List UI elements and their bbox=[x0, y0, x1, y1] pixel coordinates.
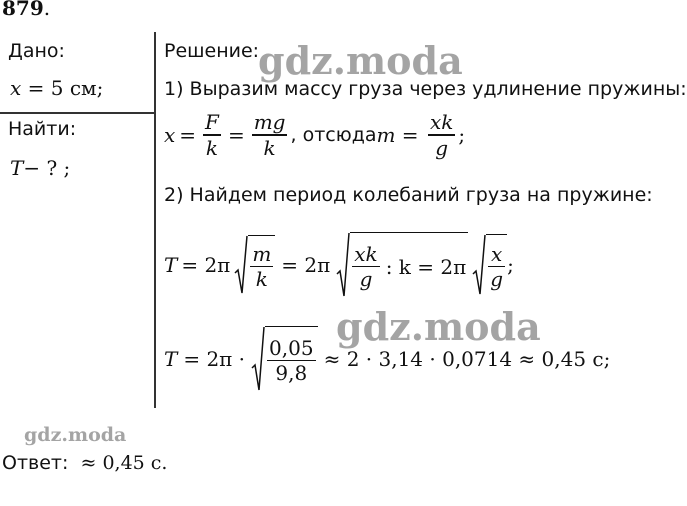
sqrt-x-over-g: $\frac{x}{g}$ bbox=[472, 234, 507, 296]
formula-period: T = 2π $\frac{m}{k}$ = 2π $\frac{xk}{g}$ : k = 2π $\frac{x}{g}$ ; bbox=[164, 232, 514, 298]
sqrt-xk-over-g-div-k: $\frac{xk}{g}$ : k = 2π bbox=[336, 232, 468, 298]
fraction-f-over-k: $\frac{F}{k}$ bbox=[205, 110, 219, 160]
answer bbox=[2, 452, 167, 474]
find-label: Найти: bbox=[8, 118, 77, 140]
fraction-mg-over-k: $\frac{mg}{k}$ bbox=[253, 110, 286, 160]
formula-numeric: T = 2π · $\frac{0,05}{9,8}$ ≈ 2 · 3,14 · 0,0714 ≈ 0,45 с; bbox=[164, 326, 610, 392]
given-x: x = 5 см; bbox=[10, 76, 104, 100]
given-divider bbox=[0, 112, 155, 114]
formula-mass: x = $\frac{F}{k}$ = $\frac{mg}{k}$ , отсюда m = $\frac{xk}{g}$ ; bbox=[164, 110, 466, 160]
watermark-bottom: gdz.moda bbox=[24, 424, 127, 446]
solution-label: Решение: bbox=[164, 40, 260, 62]
watermark-top: gdz.moda bbox=[258, 38, 463, 83]
watermark-middle: gdz.moda bbox=[336, 304, 541, 349]
answer-value: ≈ 0,45 с. bbox=[80, 452, 168, 474]
column-divider bbox=[154, 32, 156, 408]
sqrt-m-over-k: $\frac{m}{k}$ bbox=[234, 235, 275, 295]
sqrt-numeric: $\frac{0,05}{9,8}$ bbox=[251, 326, 318, 392]
answer-label: Ответ: bbox=[2, 452, 69, 474]
problem-number: 879. bbox=[2, 0, 51, 20]
given-label: Дано: bbox=[8, 40, 65, 62]
fraction-xk-over-g: $\frac{xk}{g}$ bbox=[429, 110, 454, 160]
find-target: T− ? ; bbox=[10, 156, 71, 180]
step-2-text: 2) Найдем период колебаний груза на пружине: bbox=[164, 184, 653, 206]
step-1-text: 1) Выразим массу груза через удлинение пружины: bbox=[164, 78, 687, 100]
